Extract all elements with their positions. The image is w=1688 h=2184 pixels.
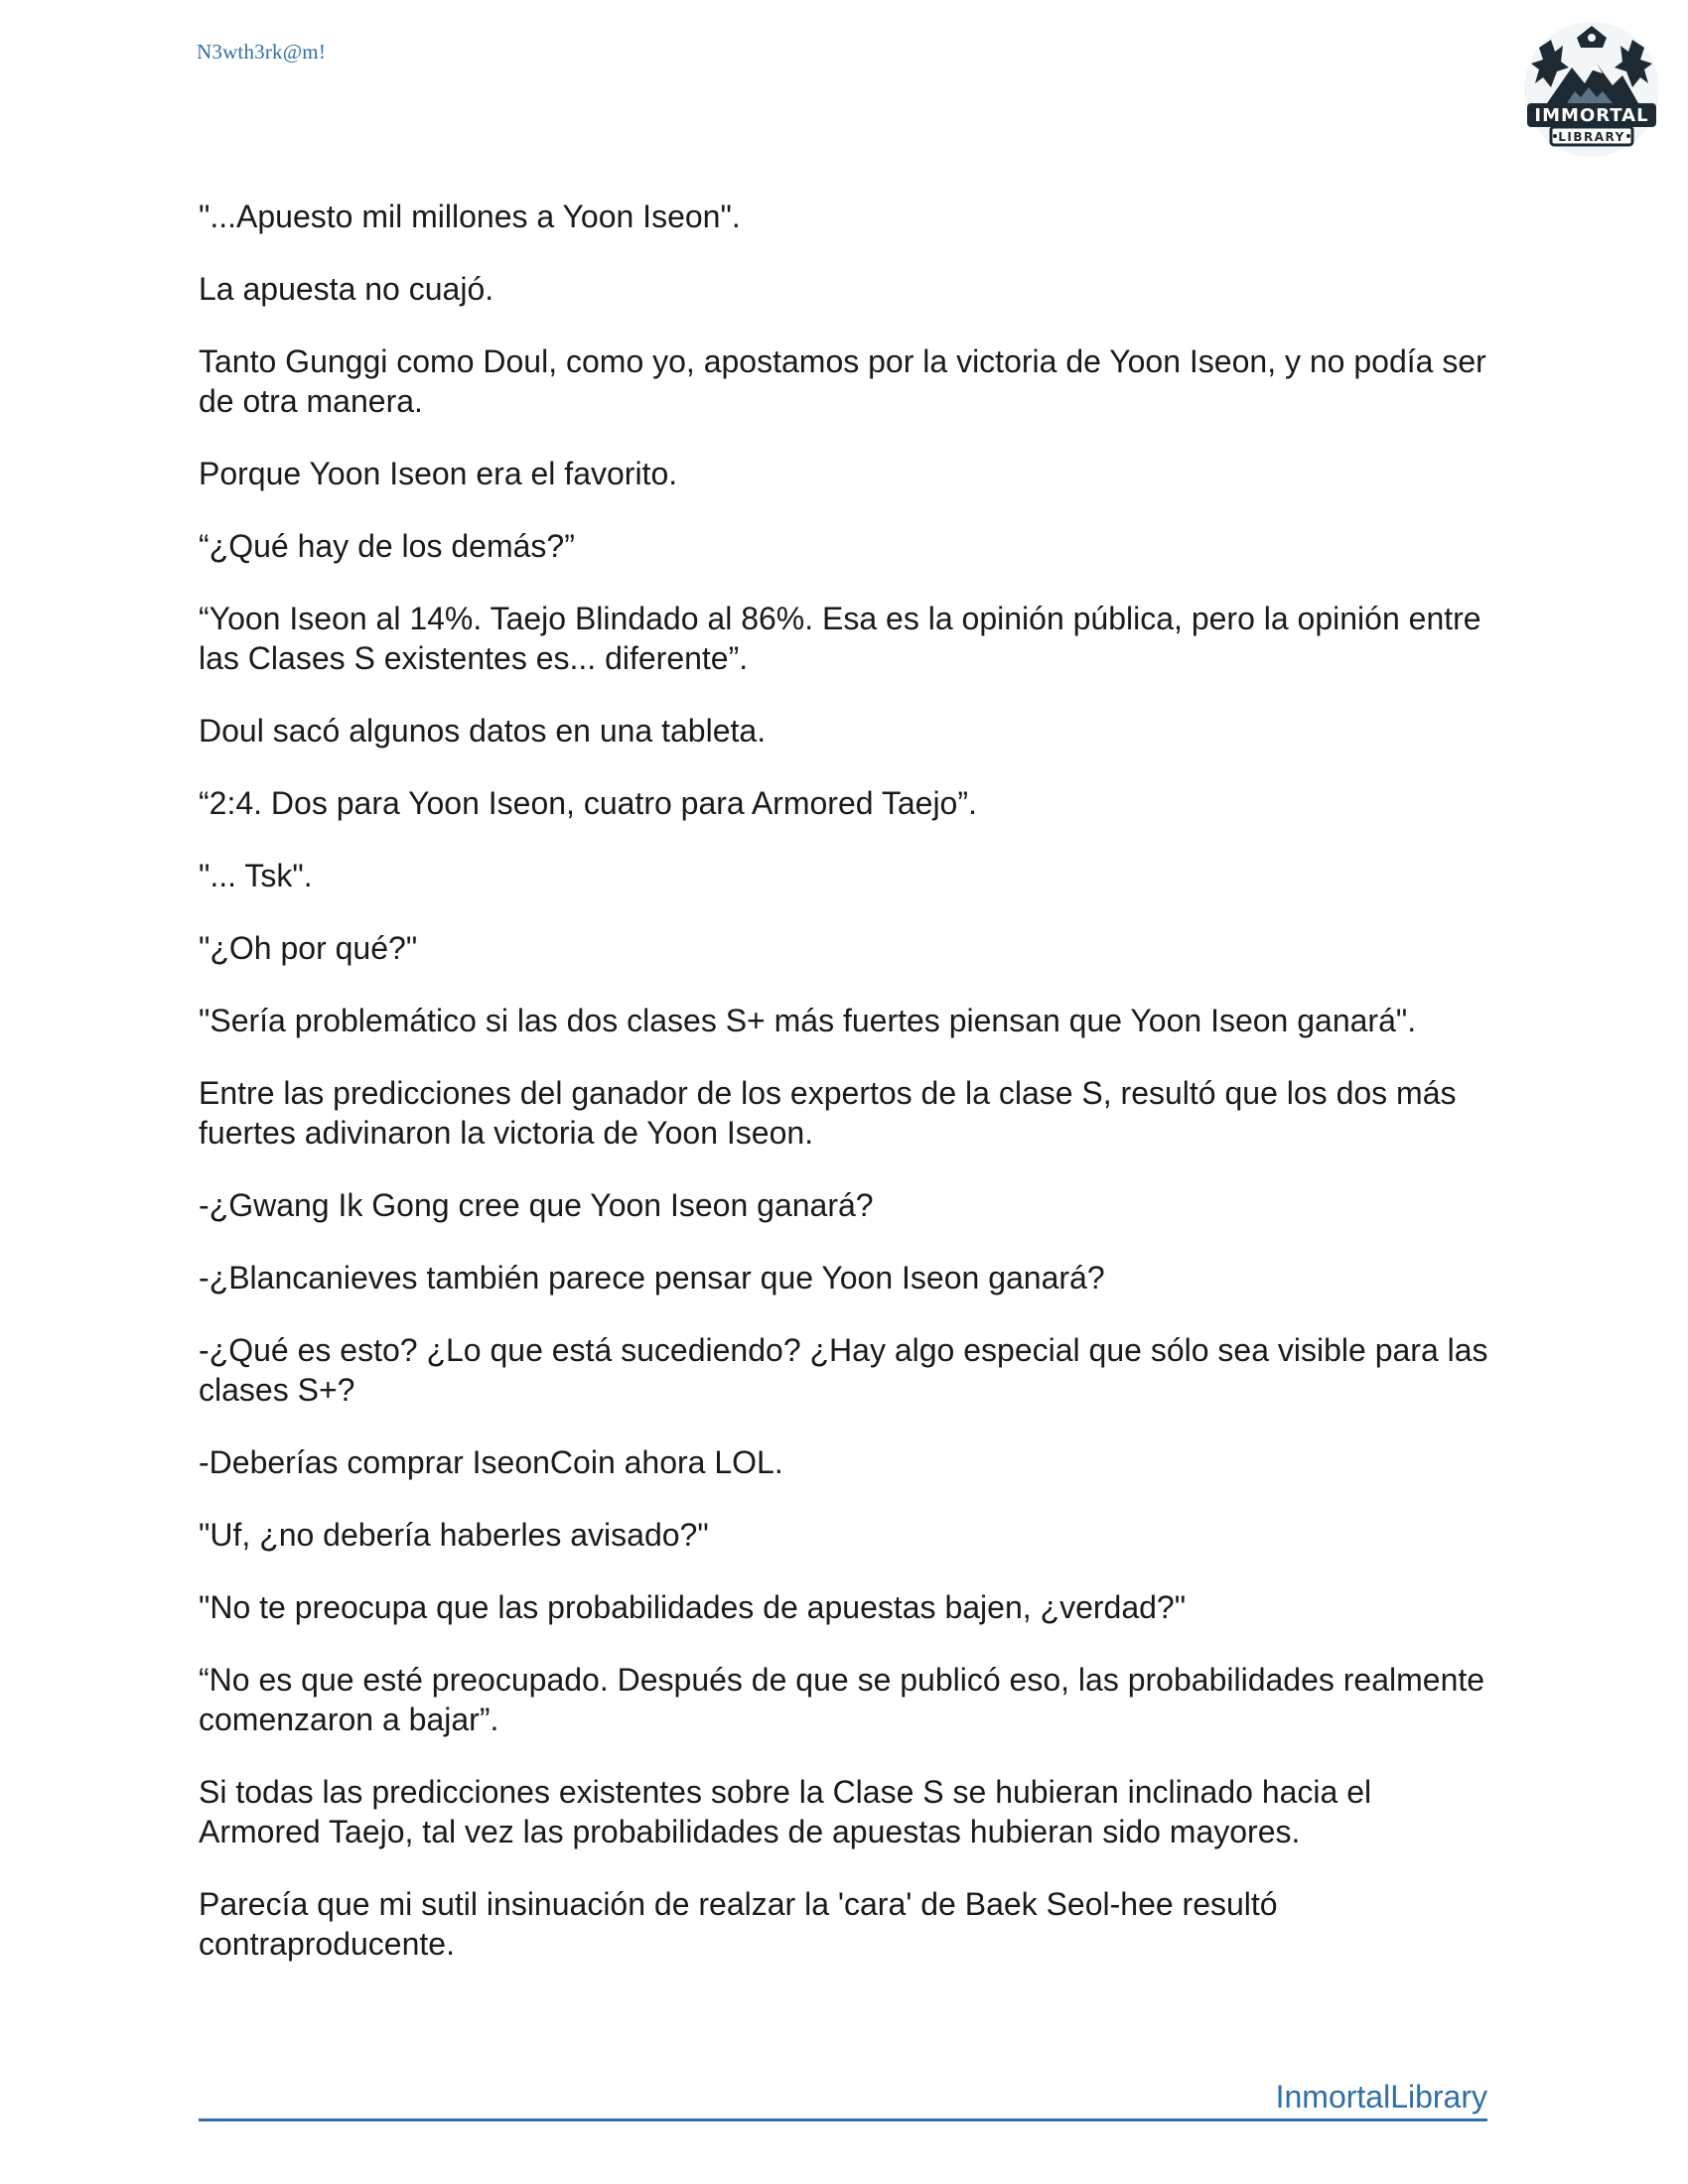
paragraph: -¿Qué es esto? ¿Lo que está sucediendo? ¿Hay algo especial que sólo sea visible para las clases S+? <box>199 1332 1488 1408</box>
immortal-library-logo <box>1517 18 1666 167</box>
paragraph: La apuesta no cuajó. <box>199 271 494 307</box>
paragraph: “2:4. Dos para Yoon Iseon, cuatro para Armored Taejo”. <box>199 785 977 821</box>
logo-subtitle-text: LIBRARY <box>1558 130 1625 144</box>
paragraph: “No es que esté preocupado. Después de que se publicó eso, las probabilidades realmente comenzaron a bajar”. <box>199 1662 1485 1737</box>
footer-link[interactable]: InmortalLibrary <box>1275 2079 1487 2115</box>
paragraph: Entre las predicciones del ganador de los expertos de la clase S, resultó que los dos más fuertes adivinaron la victoria de Yoon Iseon. <box>199 1075 1457 1151</box>
paragraph: -¿Blancanieves también parece pensar que Yoon Iseon ganará? <box>199 1260 1105 1296</box>
paragraph: -¿Gwang Ik Gong cree que Yoon Iseon ganará? <box>199 1187 874 1223</box>
paragraph: Si todas las predicciones existentes sobre la Clase S se hubieran inclinado hacia el Armored Taejo, tal vez las probabilidades de apuestas hubieran sido mayores. <box>199 1774 1372 1849</box>
paragraph: "...Apuesto mil millones a Yoon Iseon". <box>199 199 741 234</box>
paragraph: "¿Oh por qué?" <box>199 930 418 966</box>
paragraph: "Uf, ¿no debería haberles avisado?" <box>199 1517 709 1553</box>
paragraph: “Yoon Iseon al 14%. Taejo Blindado al 86%. Esa es la opinión pública, pero la opinión entre las Clases S existentes es... diferente”. <box>199 601 1481 676</box>
paragraph: Doul sacó algunos datos en una tableta. <box>199 713 767 749</box>
paragraph: Tanto Gunggi como Doul, como yo, apostamos por la victoria de Yoon Iseon, y no podía ser de otra manera. <box>199 343 1486 419</box>
footer-rule <box>199 2079 1487 2121</box>
header-watermark-text: N3wth3rk@m! <box>197 40 327 64</box>
paragraph: Porque Yoon Iseon era el favorito. <box>199 456 678 491</box>
paragraph: -Deberías comprar IseonCoin ahora LOL. <box>199 1444 783 1480</box>
paragraph: "... Tsk". <box>199 858 313 893</box>
body-text <box>199 197 1489 1996</box>
logo-title-text: IMMORTAL <box>1534 105 1649 126</box>
paragraph: Parecía que mi sutil insinuación de realzar la 'cara' de Baek Seol-hee resultó contraproducente. <box>199 1886 1278 1962</box>
paragraph: "Sería problemático si las dos clases S+ más fuertes piensan que Yoon Iseon ganará". <box>199 1003 1417 1038</box>
paragraph: “¿Qué hay de los demás?” <box>199 528 575 564</box>
paragraph: "No te preocupa que las probabilidades de apuestas bajen, ¿verdad?" <box>199 1589 1187 1625</box>
